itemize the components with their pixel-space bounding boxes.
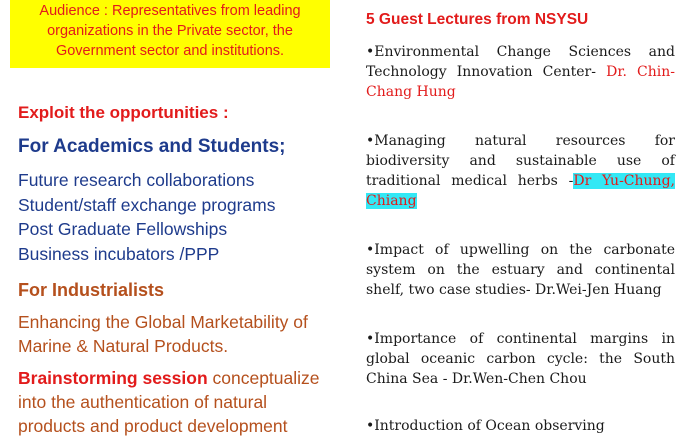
- lecture-text: •Impact of upwelling on the carbonate system on the estuary and continental shelf, two case studies- Dr.Wei-Jen Huang: [366, 242, 675, 298]
- lecture-item: [366, 240, 675, 300]
- lecture-speaker: Dr. Chin-Chang Hung: [366, 64, 675, 100]
- right-column: [362, 0, 676, 434]
- brainstorm-text: conceptualize: [207, 368, 320, 388]
- industrialists-text: [18, 310, 308, 358]
- audience-line: Government sector and institutions.: [55, 43, 285, 59]
- lecture-item: [366, 131, 675, 211]
- audience-line: organizations in the Private sector, the: [47, 23, 293, 39]
- lecture-item: [366, 42, 675, 102]
- exploit-heading: Exploit the opportunities :: [18, 103, 229, 122]
- text-line: products and product development: [18, 416, 288, 436]
- text-line: Enhancing the Global Marketability of: [18, 312, 308, 332]
- list-item: Student/staff exchange programs: [18, 194, 276, 215]
- lecture-text: •Introduction of Ocean observing: [366, 418, 605, 434]
- list-item: Post Graduate Fellowships: [18, 219, 228, 239]
- guest-lectures-title: 5 Guest Lectures from NSYSU: [366, 11, 589, 28]
- lecture-speaker: Dr Yu-Chung, Chiang: [366, 173, 675, 209]
- lecture-text: •Importance of continental margins in global oceanic carbon cycle: the South China Sea - Dr.Wen-Chen Chou: [366, 331, 675, 387]
- lecture-item: [366, 416, 675, 436]
- industrialists-heading: For Industrialists: [18, 280, 165, 300]
- list-item: Future research collaborations: [18, 170, 255, 190]
- lecture-text: •Environmental Change Sciences and Technology Innovation Center-: [366, 44, 675, 80]
- audience-box: [10, 0, 330, 68]
- brainstorm-label: Brainstorming session: [18, 368, 208, 388]
- text-line: Marine & Natural Products.: [18, 336, 229, 356]
- audience-line: Audience : Representatives from leading: [39, 3, 301, 19]
- text-line: into the authentication of natural: [18, 392, 268, 412]
- lecture-text: •Managing natural resources for biodiversity and sustainable use of traditional medical herbs -: [366, 133, 675, 189]
- academics-heading: For Academics and Students;: [18, 136, 286, 157]
- lecture-item: [366, 329, 675, 389]
- text-line: [18, 366, 363, 390]
- list-item: Business incubators /PPP: [18, 243, 220, 264]
- academics-list: [18, 168, 275, 266]
- brainstorm-paragraph: [18, 366, 363, 438]
